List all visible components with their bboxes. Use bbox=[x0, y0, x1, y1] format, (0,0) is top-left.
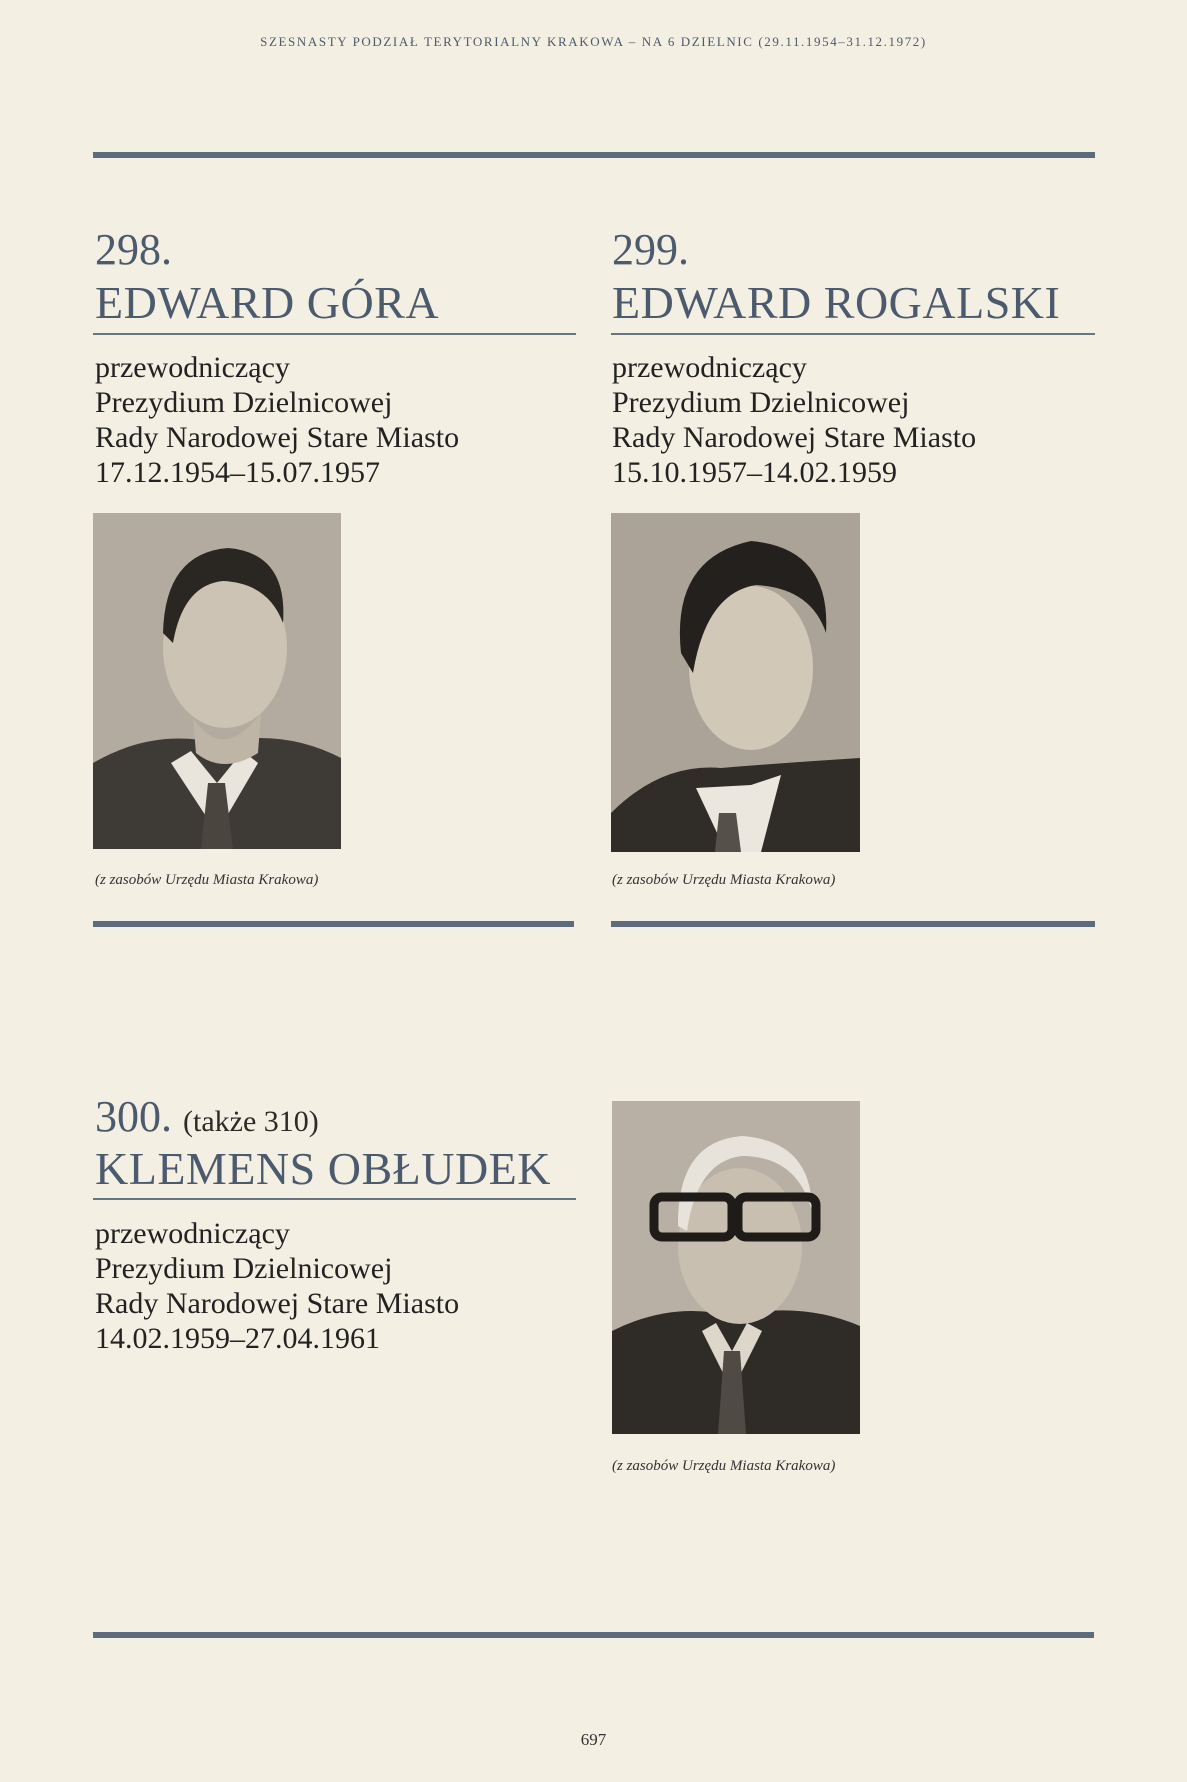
portrait-image bbox=[93, 513, 341, 849]
term-dates: 17.12.1954–15.07.1957 bbox=[95, 456, 380, 489]
photo-caption: (z zasobów Urzędu Miasta Krakowa) bbox=[612, 1458, 836, 1474]
photo-caption: (z zasobów Urzędu Miasta Krakowa) bbox=[95, 872, 319, 888]
entry-rule bbox=[611, 921, 1095, 927]
person-name: EDWARD GÓRA bbox=[95, 277, 440, 328]
role-title: przewodniczący bbox=[612, 351, 807, 384]
entry-number-value: 298. bbox=[95, 225, 172, 274]
term-dates: 15.10.1957–14.02.1959 bbox=[612, 456, 897, 489]
entry-rule bbox=[93, 921, 574, 927]
person-name: EDWARD ROGALSKI bbox=[612, 277, 1061, 328]
role-council: Rady Narodowej Stare Miasto bbox=[95, 421, 460, 454]
entry-number-value: 300. bbox=[95, 1092, 172, 1141]
header-rule bbox=[93, 152, 1095, 158]
role-title: przewodniczący bbox=[95, 1217, 290, 1250]
portrait-image bbox=[612, 1101, 860, 1434]
person-name: KLEMENS OBŁUDEK bbox=[95, 1143, 551, 1194]
role-description bbox=[612, 350, 976, 490]
name-underline bbox=[93, 1198, 576, 1200]
name-underline bbox=[611, 333, 1095, 335]
portrait-image bbox=[611, 513, 860, 852]
portrait-photo bbox=[611, 513, 860, 852]
role-body: Prezydium Dzielnicowej bbox=[612, 386, 910, 419]
role-council: Rady Narodowej Stare Miasto bbox=[612, 421, 977, 454]
portrait-photo bbox=[93, 513, 341, 849]
entry-number bbox=[95, 225, 172, 274]
name-underline bbox=[93, 333, 576, 335]
entry-number bbox=[612, 225, 689, 274]
role-description bbox=[95, 1216, 459, 1356]
role-description bbox=[95, 350, 459, 490]
entry-number-value: 299. bbox=[612, 225, 689, 274]
term-dates: 14.02.1959–27.04.1961 bbox=[95, 1322, 380, 1355]
role-title: przewodniczący bbox=[95, 351, 290, 384]
photo-caption: (z zasobów Urzędu Miasta Krakowa) bbox=[612, 872, 836, 888]
role-council: Rady Narodowej Stare Miasto bbox=[95, 1287, 460, 1320]
entry-number bbox=[95, 1092, 319, 1141]
running-title: SZESNASTY PODZIAŁ TERYTORIALNY KRAKOWA – NA 6 DZIELNIC (29.11.1954–31.12.1972) bbox=[260, 34, 927, 49]
role-body: Prezydium Dzielnicowej bbox=[95, 1252, 393, 1285]
role-body: Prezydium Dzielnicowej bbox=[95, 386, 393, 419]
page-number: 697 bbox=[580, 1730, 607, 1749]
footer-rule bbox=[93, 1632, 1094, 1638]
entry-also-note: (także 310) bbox=[183, 1105, 319, 1138]
portrait-photo bbox=[612, 1101, 860, 1434]
